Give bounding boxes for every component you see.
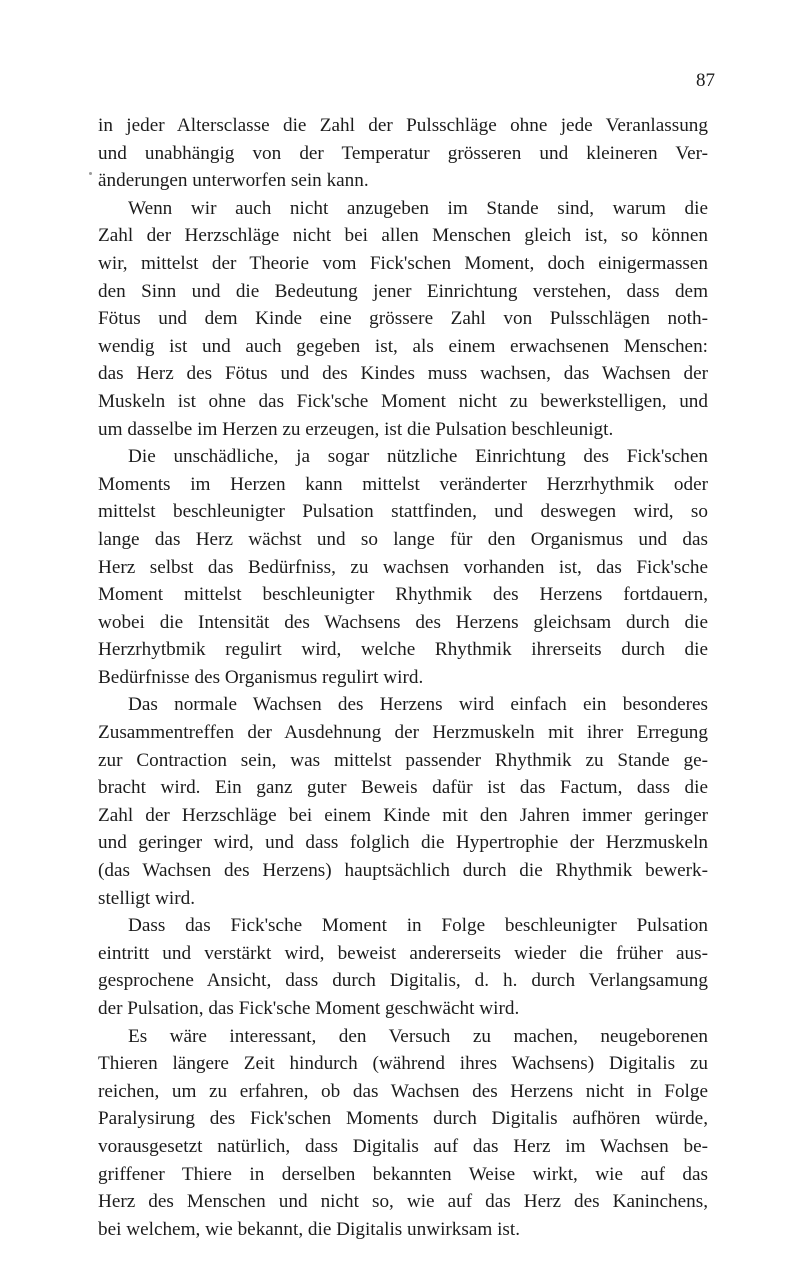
text-line: gesprochene Ansicht, dass durch Digitalis, d. h. durch Verlangsamung <box>98 970 708 992</box>
text-line: Zahl der Herzschläge nicht bei allen Menschen gleich ist, so können <box>98 225 708 247</box>
text-line: und unabhängig von der Temperatur grösseren und kleineren Ver- <box>98 142 708 164</box>
text-line: Dass das Fick'sche Moment in Folge beschleunigter Pulsation <box>128 915 708 937</box>
page-number: 87 <box>696 70 715 91</box>
text-line: das Herz des Fötus und des Kindes muss wachsen, das Wachsen der <box>98 363 708 385</box>
paragraph <box>98 443 708 691</box>
paragraph <box>98 912 708 1022</box>
text-line: Muskeln ist ohne das Fick'sche Moment nicht zu bewerkstelligen, und <box>98 390 708 412</box>
text-line: Wenn wir auch nicht anzugeben im Stande sind, warum die <box>128 197 708 219</box>
text-line: griffener Thiere in derselben bekannten Weise wirkt, wie auf das <box>98 1163 708 1185</box>
text-line: bei welchem, wie bekannt, die Digitalis unwirksam ist. <box>98 1218 521 1240</box>
text-line: wir, mittelst der Theorie vom Fick'schen Moment, doch einigermassen <box>98 252 708 274</box>
text-line: Zusammentreffen der Ausdehnung der Herzmuskeln mit ihrer Erregung <box>98 722 708 744</box>
text-line: Herzrhytbmik regulirt wird, welche Rhythmik ihrerseits durch die <box>98 639 708 661</box>
text-line: Herz selbst das Bedürfniss, zu wachsen vorhanden ist, das Fick'sche <box>98 556 708 578</box>
text-line: (das Wachsen des Herzens) hauptsächlich durch die Rhythmik bewerk- <box>98 860 708 882</box>
text-line: in jeder Altersclasse die Zahl der Pulsschläge ohne jede Veranlassung <box>98 115 708 136</box>
text-line: lange das Herz wächst und so lange für den Organismus und das <box>98 528 708 550</box>
text-line: Moments im Herzen kann mittelst veränderter Herzrhythmik oder <box>98 473 708 495</box>
text-line: Zahl der Herzschläge bei einem Kinde mit den Jahren immer geringer <box>98 804 708 826</box>
text-line: zur Contraction sein, was mittelst passender Rhythmik zu Stande ge- <box>98 749 708 771</box>
paragraph <box>98 1023 708 1244</box>
text-line: vorausgesetzt natürlich, dass Digitalis auf das Herz im Wachsen be- <box>98 1135 708 1157</box>
text-line: bracht wird. Ein ganz guter Beweis dafür ist das Factum, dass die <box>98 777 708 799</box>
text-line: Es wäre interessant, den Versuch zu machen, neugeborenen <box>128 1025 708 1047</box>
document-body <box>98 112 708 1243</box>
text-line: und geringer wird, und dass folglich die Hypertrophie der Herzmuskeln <box>98 832 708 854</box>
text-line: Herz des Menschen und nicht so, wie auf das Herz des Kaninchens, <box>98 1191 708 1213</box>
text-line: Fötus und dem Kinde eine grössere Zahl von Pulsschlägen noth- <box>98 308 708 330</box>
paragraph <box>98 195 708 443</box>
text-line: Bedürfnisse des Organismus regulirt wird. <box>98 666 424 688</box>
text-line: Paralysirung des Fick'schen Moments durch Digitalis aufhören würde, <box>98 1108 708 1130</box>
text-line: änderungen unterworfen sein kann. <box>98 170 369 192</box>
scan-speck <box>89 172 92 175</box>
text-line: mittelst beschleunigter Pulsation stattfinden, und deswegen wird, so <box>98 501 708 523</box>
text-line: den Sinn und die Bedeutung jener Einrichtung verstehen, dass dem <box>98 280 708 302</box>
text-line: Das normale Wachsen des Herzens wird einfach ein besonderes <box>128 694 708 716</box>
text-line: Die unschädliche, ja sogar nützliche Einrichtung des Fick'schen <box>128 446 708 468</box>
text-line: wendig ist und auch gegeben ist, als einem erwachsenen Menschen: <box>98 335 708 357</box>
text-line: eintritt und verstärkt wird, beweist andererseits wieder die früher aus- <box>98 942 708 964</box>
text-line: der Pulsation, das Fick'sche Moment geschwächt wird. <box>98 998 520 1019</box>
text-line: Moment mittelst beschleunigter Rhythmik des Herzens fortdauern, <box>98 584 708 606</box>
paragraph <box>98 112 708 195</box>
paragraph <box>98 691 708 912</box>
text-line: stelligt wird. <box>98 887 195 909</box>
text-line: um dasselbe im Herzen zu erzeugen, ist die Pulsation beschleunigt. <box>98 418 614 440</box>
text-line: Thieren längere Zeit hindurch (während ihres Wachsens) Digitalis zu <box>98 1053 708 1075</box>
text-line: wobei die Intensität des Wachsens des Herzens gleichsam durch die <box>98 611 708 633</box>
text-line: reichen, um zu erfahren, ob das Wachsen des Herzens nicht in Folge <box>98 1080 708 1102</box>
